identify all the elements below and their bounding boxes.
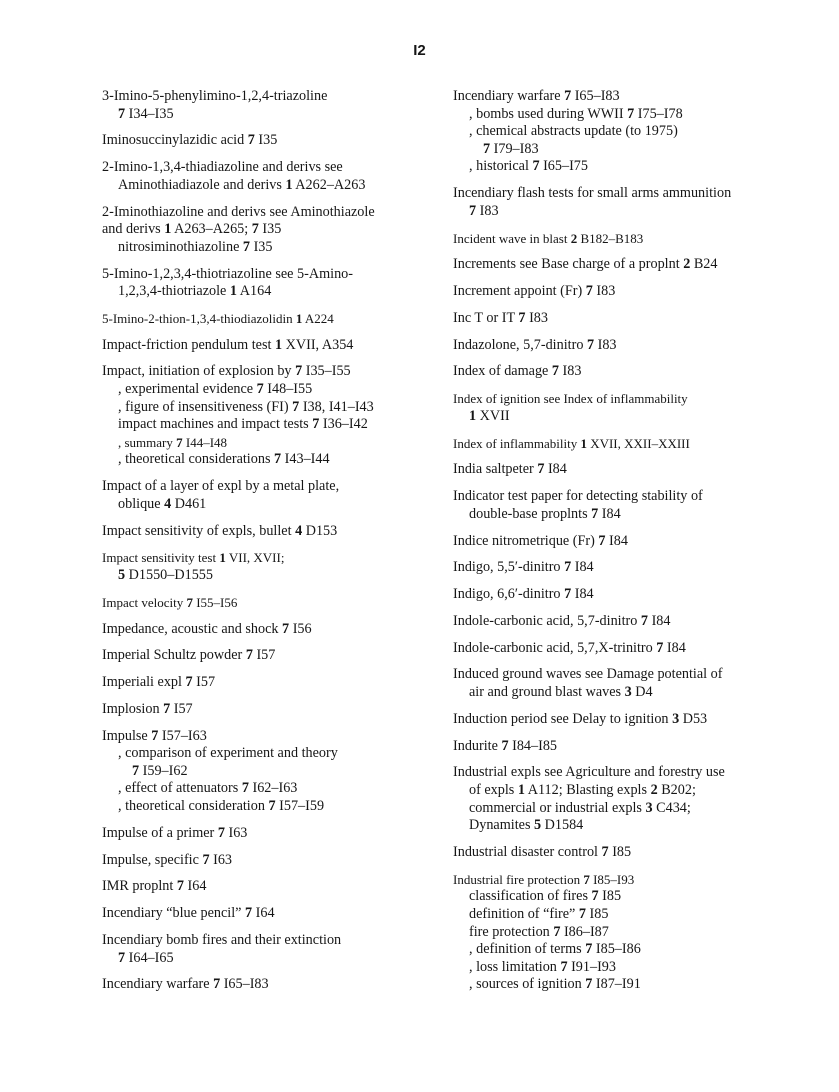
index-column-right (453, 88, 813, 1003)
index-entry (102, 674, 440, 692)
index-entry-subline: , experimental evidence 7 I48–I55 (118, 381, 313, 398)
index-entry (453, 844, 813, 862)
index-entry-subline: , definition of terms 7 I85–I86 (469, 941, 641, 958)
index-entry (102, 132, 440, 150)
index-entry-heading: Incendiary flash tests for small arms ammunition (453, 185, 732, 202)
index-entry (453, 640, 813, 658)
index-entry-heading: Indole-carbonic acid, 5,7,X-trinitro 7 I84 (453, 639, 686, 656)
index-entry (102, 905, 440, 923)
index-entry (453, 711, 813, 729)
index-entry (102, 594, 440, 612)
index-entry-subline: , summary 7 I44–I48 (118, 434, 228, 450)
index-entry (102, 701, 440, 719)
index-entry-subline: , bombs used during WWII 7 I75–I78 (469, 105, 683, 122)
index-entry-subline: fire protection 7 I86–I87 (469, 923, 609, 940)
index-entry (453, 871, 813, 994)
index-entry (102, 549, 440, 584)
index-entry-subline: air and ground blast waves 3 D4 (469, 684, 653, 701)
index-entry (102, 266, 440, 301)
index-entry-heading: Indole-carbonic acid, 5,7-dinitro 7 I84 (453, 612, 671, 629)
index-entry-subline: nitrosiminothiazoline 7 I35 (118, 238, 273, 255)
index-entry (102, 825, 440, 843)
index-entry-heading: Indigo, 6,6′-dinitro 7 I84 (453, 586, 594, 603)
index-entry (453, 666, 813, 701)
index-entry (453, 230, 813, 248)
index-entry-heading: Impulse 7 I57–I63 (102, 727, 207, 744)
index-entry-heading: Indurite 7 I84–I85 (453, 737, 558, 754)
index-entry-heading: Indice nitrometrique (Fr) 7 I84 (453, 532, 628, 549)
index-entry-heading: Impedance, acoustic and shock 7 I56 (102, 620, 312, 637)
index-entry-subline: classification of fires 7 I85 (469, 888, 622, 905)
index-entry-subline: impact machines and impact tests 7 I36–I42 (118, 416, 368, 433)
index-entry-heading: Index of ignition see Index of inflammability (453, 391, 688, 407)
page-number: I2 (413, 42, 426, 59)
index-entry (453, 586, 813, 604)
index-entry-heading: Impact, initiation of explosion by 7 I35–I55 (102, 363, 351, 380)
index-entry-subline: 7 I64–I65 (118, 949, 174, 966)
index-entry (453, 337, 813, 355)
index-entry-heading: Iminosuccinylazidic acid 7 I35 (102, 132, 278, 149)
index-entry (102, 878, 440, 896)
index-entry (102, 88, 440, 123)
index-entry (102, 204, 440, 257)
index-entry (453, 363, 813, 381)
index-column-left (102, 88, 440, 1003)
index-entry (102, 932, 440, 967)
index-entry-subline: and derivs 1 A263–A265; 7 I35 (102, 221, 282, 238)
index-entry (453, 461, 813, 479)
index-entry-subline: double-base proplnts 7 I84 (469, 505, 621, 522)
index-entry-heading: Implosion 7 I57 (102, 700, 193, 717)
index-entry-subline: Aminothiadiazole and derivs 1 A262–A263 (118, 176, 366, 193)
index-entry-subline: , sources of ignition 7 I87–I91 (469, 976, 641, 993)
index-entry (453, 310, 813, 328)
index-entry-heading: 3-Imino-5-phenylimino-1,2,4-triazoline (102, 88, 328, 104)
index-entry-subline: 1,2,3,4-thiotriazole 1 A164 (118, 283, 272, 300)
index-entry-heading: 5-Imino-2-thion-1,3,4-thiodiazolidin 1 A224 (102, 310, 334, 326)
index-entry-subline: oblique 4 D461 (118, 495, 207, 512)
index-entry (102, 159, 440, 194)
index-entry-heading: Incendiary “blue pencil” 7 I64 (102, 905, 275, 922)
index-entry-subline: definition of “fire” 7 I85 (469, 905, 609, 922)
index-entry-subline: 1 XVII (469, 407, 510, 424)
index-entry (102, 621, 440, 639)
index-entry-heading: Inc T or IT 7 I83 (453, 309, 548, 326)
index-entry (453, 613, 813, 631)
index-entry-subline: , figure of insensitiveness (FI) 7 I38, I41–I43 (118, 398, 374, 415)
index-entry (453, 764, 813, 834)
index-entry (453, 390, 813, 425)
index-entry-subline: , theoretical consideration 7 I57–I59 (118, 798, 325, 814)
index-entry-subline: 7 I59–I62 (132, 762, 188, 779)
index-entry (102, 647, 440, 665)
index-entry (453, 488, 813, 523)
index-entry-subline: , loss limitation 7 I91–I93 (469, 958, 616, 975)
index-entry (453, 533, 813, 551)
index-entry-heading: Incendiary warfare 7 I65–I83 (102, 976, 269, 993)
index-entry-heading: Induced ground waves see Damage potential of (453, 666, 723, 683)
index-entry-subline: , historical 7 I65–I75 (469, 158, 588, 175)
index-entry (102, 976, 440, 994)
index-entry-heading: Index of damage 7 I83 (453, 363, 582, 380)
index-entry (453, 185, 813, 220)
index-entry (102, 478, 440, 513)
index-entry-heading: Incident wave in blast 2 B182–B183 (453, 230, 644, 246)
index-entry-heading: Impact sensitivity test 1 VII, XVII; (102, 550, 285, 566)
index-entry-heading: Increment appoint (Fr) 7 I83 (453, 283, 616, 300)
index-entry-heading: Incendiary bomb fires and their extinction (102, 931, 342, 948)
index-entry (453, 88, 813, 176)
index-entry-heading: Impact velocity 7 I55–I56 (102, 594, 238, 610)
index-entry (102, 728, 440, 816)
index-entry-heading: Impact-friction pendulum test 1 XVII, A354 (102, 336, 354, 353)
index-entry-heading: Impulse of a primer 7 I63 (102, 824, 248, 841)
index-entry-heading: Industrial expls see Agriculture and forestry use (453, 764, 725, 781)
index-entry-heading: Impact sensitivity of expls, bullet 4 D153 (102, 522, 338, 539)
index-entry (453, 283, 813, 301)
index-entry-heading: 5-Imino-1,2,3,4-thiotriazoline see 5-Amino- (102, 265, 353, 282)
index-entry-subline: 7 I79–I83 (483, 140, 539, 157)
index-entry-heading: Indigo, 5,5′-dinitro 7 I84 (453, 559, 594, 576)
index-entry (102, 363, 440, 469)
index-entry-subline: 5 D1550–D1555 (118, 566, 213, 583)
index-entry (453, 256, 813, 274)
index-entry-heading: Increments see Base charge of a proplnt 2 B24 (453, 256, 718, 273)
index-entry-heading: Incendiary warfare 7 I65–I83 (453, 88, 620, 104)
index-entry-heading: IMR proplnt 7 I64 (102, 878, 207, 895)
index-entry-heading: Impulse, specific 7 I63 (102, 851, 233, 868)
index-entry (453, 738, 813, 756)
index-entry-heading: Imperial Schultz powder 7 I57 (102, 647, 276, 664)
index-entry-subline: of expls 1 A112; Blasting expls 2 B202; (469, 781, 696, 798)
index-entry-subline: 7 I34–I35 (118, 105, 174, 122)
index-entry-subline: , theoretical considerations 7 I43–I44 (118, 451, 330, 468)
index-entry-heading: 2-Imino-1,3,4-thiadiazoline and derivs see (102, 159, 343, 176)
index-entry-heading: Industrial fire protection 7 I85–I93 (453, 871, 635, 887)
index-entry-heading: Indazolone, 5,7-dinitro 7 I83 (453, 336, 617, 353)
index-entry-heading: Industrial disaster control 7 I85 (453, 843, 632, 860)
index-entry-subline: 7 I83 (469, 202, 499, 219)
index-entry-subline: , effect of attenuators 7 I62–I63 (118, 780, 298, 797)
index-entry-heading: Indicator test paper for detecting stability of (453, 488, 703, 505)
index-entry-heading: Impact of a layer of expl by a metal plate, (102, 478, 340, 495)
index-entry-heading: Imperiali expl 7 I57 (102, 674, 216, 691)
index-entry (453, 559, 813, 577)
index-entry-heading: Index of inflammability 1 XVII, XXII–XXIII (453, 435, 690, 451)
index-entry-heading: India saltpeter 7 I84 (453, 461, 567, 478)
index-entry-heading: 2-Iminothiazoline and derivs see Aminothiazole (102, 203, 375, 220)
index-entry-subline: , comparison of experiment and theory (118, 745, 338, 762)
index-entry (102, 310, 440, 328)
index-entry (453, 435, 813, 453)
index-entry-subline: , chemical abstracts update (to 1975) (469, 123, 678, 140)
index-entry-heading: Induction period see Delay to ignition 3 D53 (453, 710, 708, 727)
index-entry (102, 852, 440, 870)
index-entry (102, 337, 440, 355)
index-entry-subline: commercial or industrial expls 3 C434; (469, 799, 691, 816)
index-entry (102, 523, 440, 541)
index-entry-subline: Dynamites 5 D1584 (469, 817, 584, 834)
